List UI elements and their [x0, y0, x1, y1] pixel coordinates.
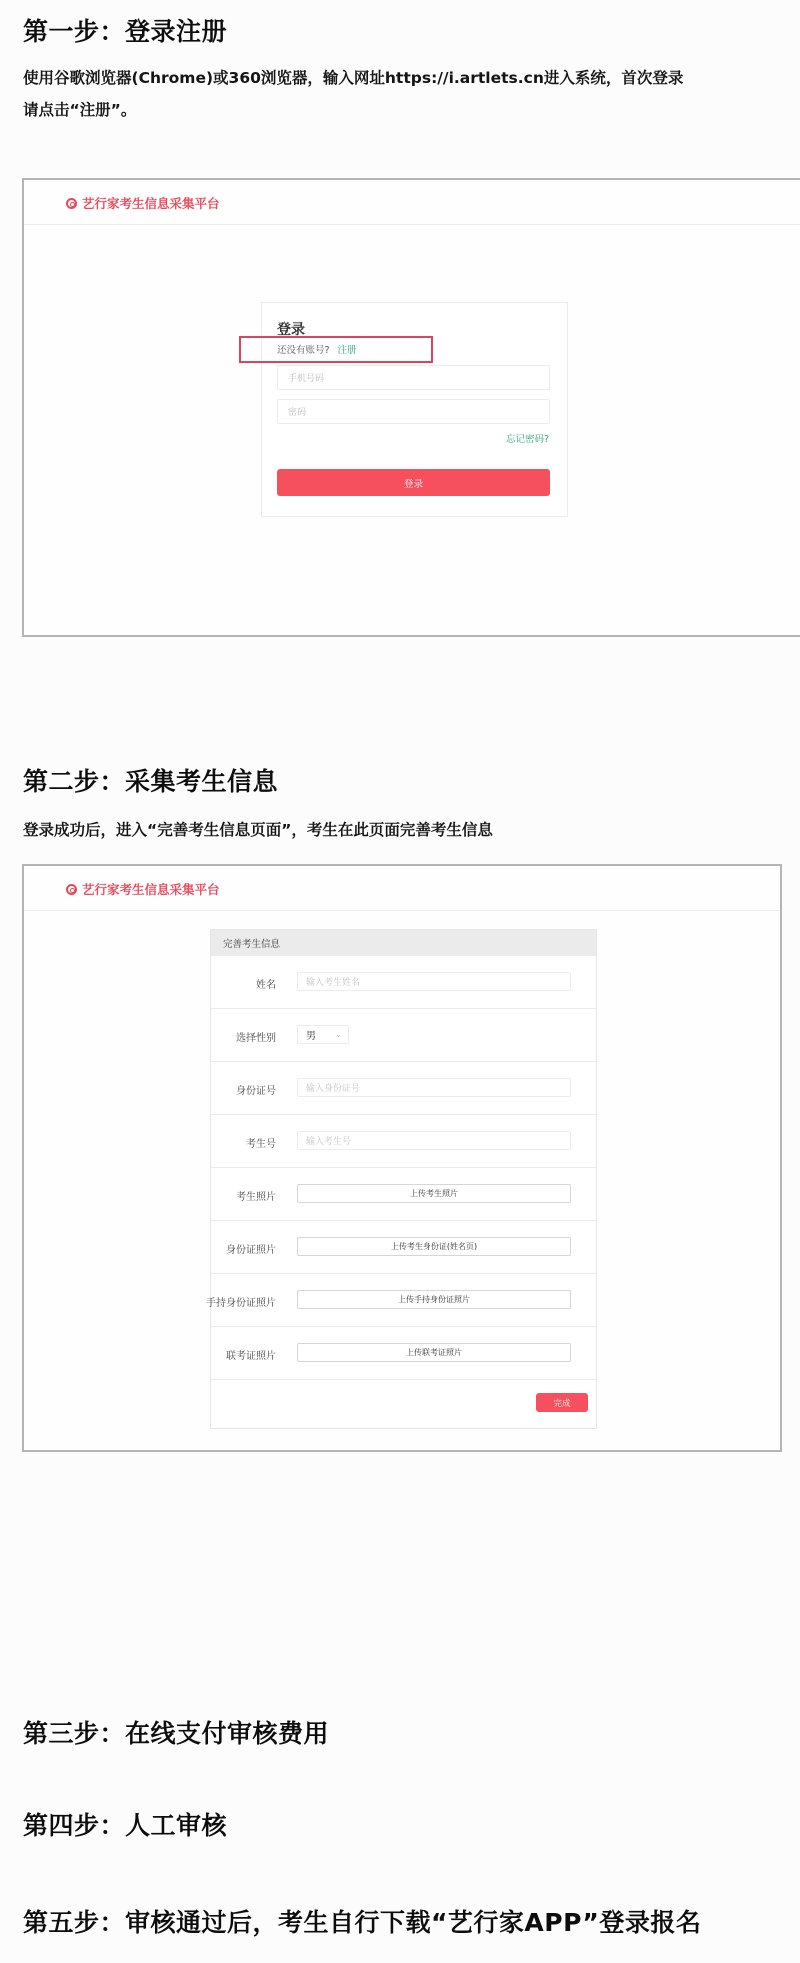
login-button[interactable]: 登录	[277, 469, 550, 496]
step1-description	[23, 62, 783, 126]
name-input[interactable]: 输入考生姓名	[297, 972, 571, 991]
login-card	[261, 302, 568, 517]
step4-title: 第四步：人工审核	[23, 1811, 228, 1840]
register-link[interactable]: 注册	[337, 345, 357, 356]
upload-exam-cert-button[interactable]: 上传联考证照片	[297, 1343, 571, 1362]
exam-number-input[interactable]: 输入考生号	[297, 1131, 571, 1150]
field-label: 选择性别	[236, 1033, 276, 1044]
gender-value: 男	[306, 1031, 316, 1042]
upload-handheld-id-button[interactable]: 上传手持身份证照片	[297, 1290, 571, 1309]
upload-id-photo-button[interactable]: 上传考生身份证(姓名页)	[297, 1237, 571, 1256]
form-title: 完善考生信息	[211, 930, 596, 956]
step1-title: 第一步：登录注册	[23, 17, 228, 46]
platform-brand[interactable]	[66, 194, 220, 212]
step2-title: 第二步：采集考生信息	[23, 767, 279, 796]
field-label: 姓名	[256, 980, 276, 991]
field-label: 身份证照片	[226, 1245, 276, 1256]
complete-button[interactable]: 完成	[536, 1393, 588, 1412]
step2-description: 登录成功后，进入“完善考生信息页面”，考生在此页面完善考生信息	[23, 821, 493, 839]
form-row-exam-number	[211, 1115, 596, 1168]
form-row-id-photo	[211, 1221, 596, 1274]
brand-name: 艺行家考生信息采集平台	[82, 196, 220, 211]
step1-desc-line1: 使用谷歌浏览器(Chrome)或360浏览器，输入网址https://i.artlets.cn进入系统，首次登录	[23, 69, 684, 87]
step1-desc-line2: 请点击“注册”。	[23, 101, 137, 119]
field-label: 考生照片	[236, 1192, 276, 1203]
field-label: 考生号	[246, 1139, 276, 1150]
upload-student-photo-button[interactable]: 上传考生照片	[297, 1184, 571, 1203]
no-account-text: 还没有账号?	[277, 345, 330, 356]
gender-select[interactable]	[297, 1025, 349, 1044]
field-label: 身份证号	[236, 1086, 276, 1097]
forgot-password-link[interactable]: 忘记密码?	[505, 434, 549, 445]
at-circle-icon	[66, 198, 77, 209]
field-label: 手持身份证照片	[206, 1298, 276, 1309]
login-title: 登录	[277, 322, 305, 338]
register-highlight-box	[239, 336, 433, 363]
form-row-id-number	[211, 1062, 596, 1115]
platform-header-2	[24, 866, 780, 911]
form-row-handheld-id-photo	[206, 1274, 596, 1327]
step5-title: 第五步：审核通过后，考生自行下载“艺行家APP”登录报名	[23, 1908, 702, 1937]
form-row-name	[211, 956, 596, 1009]
platform-brand-2[interactable]	[66, 880, 220, 898]
login-screenshot	[22, 178, 800, 637]
password-input[interactable]: 密码	[277, 399, 550, 424]
phone-input[interactable]: 手机号码	[277, 365, 550, 390]
form-row-gender	[211, 1009, 596, 1062]
brand-name-2: 艺行家考生信息采集平台	[82, 882, 220, 897]
id-number-input[interactable]: 输入身份证号	[297, 1078, 571, 1097]
at-circle-icon	[66, 884, 77, 895]
field-label: 联考证照片	[226, 1351, 276, 1362]
info-form-screenshot	[22, 864, 782, 1452]
chevron-down-icon: ⌄	[335, 1030, 342, 1039]
form-row-student-photo	[211, 1168, 596, 1221]
platform-header	[24, 180, 800, 225]
student-info-form	[206, 929, 597, 1429]
step3-title: 第三步：在线支付审核费用	[23, 1719, 330, 1748]
form-row-exam-cert-photo	[211, 1327, 596, 1380]
